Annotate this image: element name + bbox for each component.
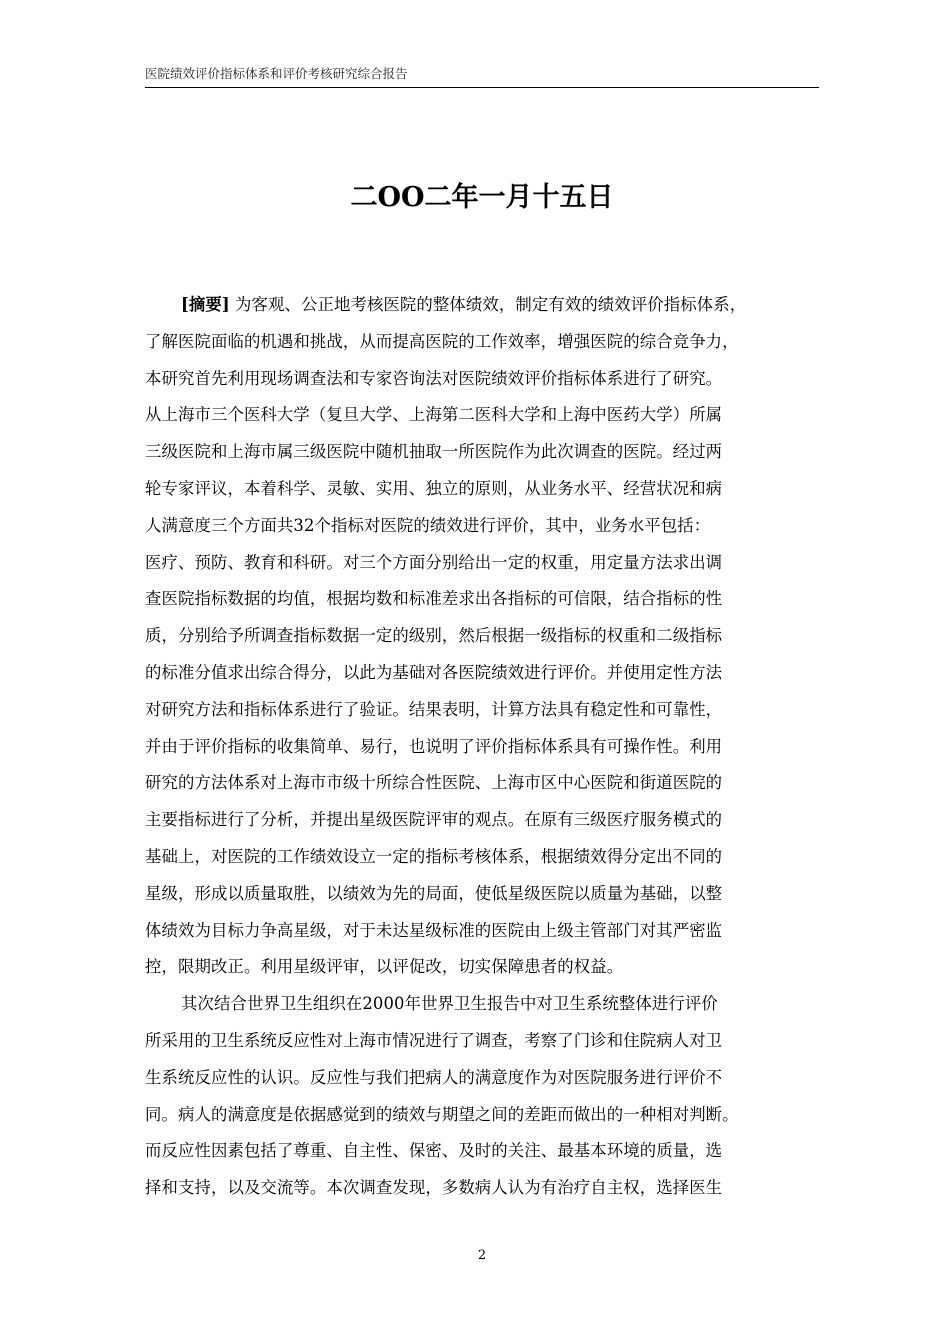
abstract-line: 质，分别给予所调查指标数据一定的级别，然后根据一级指标的权重和二级指标 bbox=[145, 626, 723, 646]
abstract-line: 从上海市三个医科大学（复旦大学、上海第二医科大学和上海中医药大学）所属 bbox=[145, 405, 723, 425]
abstract-line: 星级，形成以质量取胜，以绩效为先的局面，使低星级医院以质量为基础，以整 bbox=[145, 883, 723, 903]
paragraph-line: 其次结合世界卫生组织在2000年世界卫生报告中对卫生系统整体进行评价 bbox=[181, 994, 718, 1014]
abstract-line: 三级医院和上海市属三级医院中随机抽取一所医院作为此次调查的医院。经过两 bbox=[145, 442, 723, 462]
paragraph-line: 同。病人的满意度是依据感觉到的绩效与期望之间的差距而做出的一种相对判断。 bbox=[145, 1104, 739, 1124]
abstract-paragraph bbox=[145, 287, 819, 986]
abstract-line: 基础上，对医院的工作绩效设立一定的指标考核体系，根据绩效得分定出不同的 bbox=[145, 846, 723, 866]
page-header bbox=[145, 66, 819, 88]
abstract-line: 并由于评价指标的收集简单、易行，也说明了评价指标体系具有可操作性。利用 bbox=[145, 736, 723, 756]
abstract-line: 研究的方法体系对上海市市级十所综合性医院、上海市区中心医院和街道医院的 bbox=[145, 773, 723, 793]
abstract-line: 查医院指标数据的均值，根据均数和标准差求出各指标的可信限，结合指标的性 bbox=[145, 589, 723, 609]
paragraph-line: 而反应性因素包括了尊重、自主性、保密、及时的关注、最基本环境的质量，选 bbox=[145, 1141, 723, 1161]
abstract-line: 的标准分值求出综合得分，以此为基础对各医院绩效进行评价。并使用定性方法 bbox=[145, 662, 723, 682]
paragraph-line: 所采用的卫生系统反应性对上海市情况进行了调查，考察了门诊和住院病人对卫 bbox=[145, 1030, 723, 1050]
abstract-line bbox=[145, 287, 819, 324]
abstract-line: 主要指标进行了分析，并提出星级医院评审的观点。在原有三级医疗服务模式的 bbox=[145, 810, 723, 830]
paragraph-line: 生系统反应性的认识。反应性与我们把病人的满意度作为对医院服务进行评价不 bbox=[145, 1067, 723, 1087]
abstract-line: 轮专家评议，本着科学、灵敏、实用、独立的原则，从业务水平、经营状况和病 bbox=[145, 478, 723, 498]
page-number: 2 bbox=[477, 1248, 487, 1263]
paragraph-line: 择和支持，以及交流等。本次调查发现，多数病人认为有治疗自主权，选择医生 bbox=[145, 1178, 723, 1198]
abstract-line: 对研究方法和指标体系进行了验证。结果表明，计算方法具有稳定性和可靠性， bbox=[145, 699, 723, 719]
abstract-line: 控，限期改正。利用星级评审，以评促改，切实保障患者的权益。 bbox=[145, 957, 624, 977]
abstract-line: 体绩效为目标力争高星级，对于未达星级标准的医院由上级主管部门对其严密监 bbox=[145, 920, 723, 940]
abstract-label: [摘要] bbox=[181, 295, 230, 314]
body-paragraph bbox=[145, 986, 819, 1207]
abstract-line: 人满意度三个方面共32个指标对医院的绩效进行评价，其中，业务水平包括： bbox=[145, 515, 711, 535]
abstract-line-text: 为客观、公正地考核医院的整体绩效，制定有效的绩效评价指标体系， bbox=[235, 295, 747, 314]
abstract-line: 本研究首先利用现场调查法和专家咨询法对医院绩效评价指标体系进行了研究。 bbox=[145, 368, 723, 388]
abstract-line: 了解医院面临的机遇和挑战，从而提高医院的工作效率，增强医院的综合竞争力， bbox=[145, 331, 739, 351]
abstract-line: 医疗、预防、教育和科研。对三个方面分别给出一定的权重，用定量方法求出调 bbox=[145, 552, 723, 572]
document-body bbox=[145, 287, 819, 1207]
header-title: 医院绩效评价指标体系和评价考核研究综合报告 bbox=[145, 66, 408, 81]
date-heading: 二OO二年一月十五日 bbox=[350, 182, 614, 213]
